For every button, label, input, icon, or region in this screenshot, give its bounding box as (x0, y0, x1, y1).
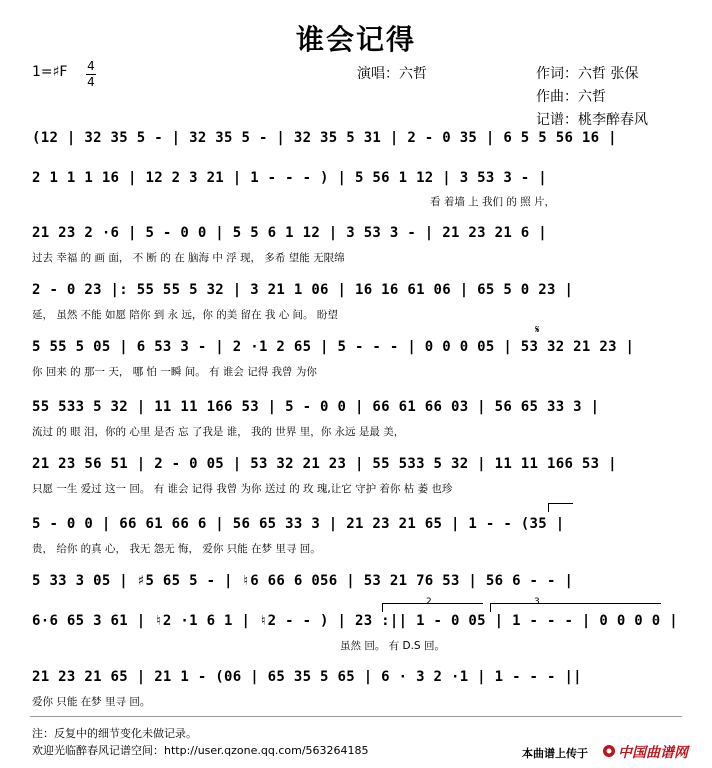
singer-credit: 演唱：六哲 (357, 66, 427, 82)
score-row-11-lyrics: 爱你 只能 在梦 里寻 回。 (32, 696, 151, 708)
score-row-2-lyrics: 看 着墙 上 我们 的 照 片， (430, 196, 556, 208)
score-row-11-notes: 21 23 21 65 | 21 1 - (06 | 65 35 5 65 | 6 · 3 2 ·1 | 1 - - - || (32, 669, 582, 685)
score-row-8-notes: 5 - 0 0 | 66 61 66 6 | 56 65 33 3 | 21 23 21 65 | 1 - - (35 | (32, 516, 565, 532)
score-row-3-lyrics: 过去 幸福 的 画 面， 不 断 的 在 脑海 中 浮 现， 多希 望能 无限绵 (32, 252, 345, 264)
score-row-2-notes: 2 1 1 1 16 | 12 2 3 21 | 1 - - - ) | 5 56 1 12 | 3 53 3 - | (32, 170, 547, 186)
site-logo-text[interactable]: 中国曲谱网 (618, 745, 688, 761)
score-row-10-lyrics: 虽然 回。 有 D.S 回。 (340, 640, 445, 652)
score-row-9-notes: 5 33 3 05 | ♯5 65 5 - | ♮6 66 6 056 | 53 21 76 53 | 56 6 - - | (32, 573, 574, 589)
score-row-5-notes: 5 55 5 05 | 6 53 3 - | 2 ·1 2 65 | 5 - - - | 0 0 0 05 | 53 32 21 23 | (32, 339, 635, 355)
footer-note: 注：反复中的细节变化未做记录。 (32, 727, 197, 740)
site-logo-icon (602, 744, 616, 758)
volta-label-3: 3 (534, 597, 540, 607)
footer-divider (30, 716, 682, 717)
volta-label-2: 2 (426, 597, 432, 607)
score-row-4-notes: 2 - 0 23 |: 55 55 5 32 | 3 21 1 06 | 16 16 61 06 | 65 5 0 23 | (32, 282, 574, 298)
score-row-10-notes: 6·6 65 3 61 | ♮2 ·1 6 1 | ♮2 - - ) | 23 :|| 1 - 0 05 | 1 - - - | 0 0 0 0 | (32, 613, 678, 629)
volta-bracket-2 (382, 603, 483, 612)
score-row-4-lyrics: 延， 虽然 不能 如愿 陪你 到 永 远，你 的美 留在 我 心 间。 盼望 (32, 309, 338, 321)
lyricist-credit: 作词：六哲 张保 (536, 66, 639, 82)
time-signature (86, 60, 96, 89)
transcriber-credit: 记谱：桃李醉春风 (536, 112, 648, 128)
key-signature: 1=♯F (32, 64, 68, 80)
composer-credit: 作曲：六哲 (536, 89, 606, 105)
score-row-7-notes: 21 23 56 51 | 2 - 0 05 | 53 32 21 23 | 55 533 5 32 | 11 11 166 53 | (32, 456, 617, 472)
score-row-5-lyrics: 你 回来 的 那一 天， 哪 怕 一瞬 间。 有 谁会 记得 我曾 为你 (32, 366, 317, 378)
time-signature-top: 4 (87, 59, 95, 73)
segno-icon (534, 322, 548, 336)
svg-text:𝄋: 𝄋 (535, 323, 540, 336)
volta-bracket-3 (490, 603, 661, 612)
footer-welcome: 欢迎光临醉春风记谱空间：http://user.qzone.qq.com/563264185 (32, 744, 369, 757)
footer-upload-text: 本曲谱上传于 (522, 747, 588, 760)
time-signature-bottom: 4 (87, 75, 95, 89)
score-row-6-lyrics: 流过 的 眼 泪，你的 心里 是否 忘 了我是 谁， 我的 世界 里，你 永远 是最 美， (32, 426, 405, 438)
score-row-6-notes: 55 533 5 32 | 11 11 166 53 | 5 - 0 0 | 66 61 66 03 | 56 65 33 3 | (32, 399, 600, 415)
score-row-3-notes: 21 23 2 ·6 | 5 - 0 0 | 5 5 6 1 12 | 3 53 3 - | 21 23 21 6 | (32, 225, 547, 241)
page-title: 谁会记得 (295, 23, 416, 56)
score-row-8-lyrics: 贵， 给你 的真 心， 我无 怨无 悔， 爱你 只能 在梦 里寻 回。 (32, 543, 321, 555)
volta-bracket-top (548, 503, 573, 512)
score-row-1-notes: (12 | 32 35 5 - | 32 35 5 - | 32 35 5 31 | 2 - 0 35 | 6 5 5 56 16 | (32, 130, 617, 146)
score-row-7-lyrics: 只愿 一生 爱过 这一 回。 有 谁会 记得 我曾 为你 送过 的 玫 瑰,让它 守护 着你 枯 萎 也珍 (32, 483, 453, 495)
